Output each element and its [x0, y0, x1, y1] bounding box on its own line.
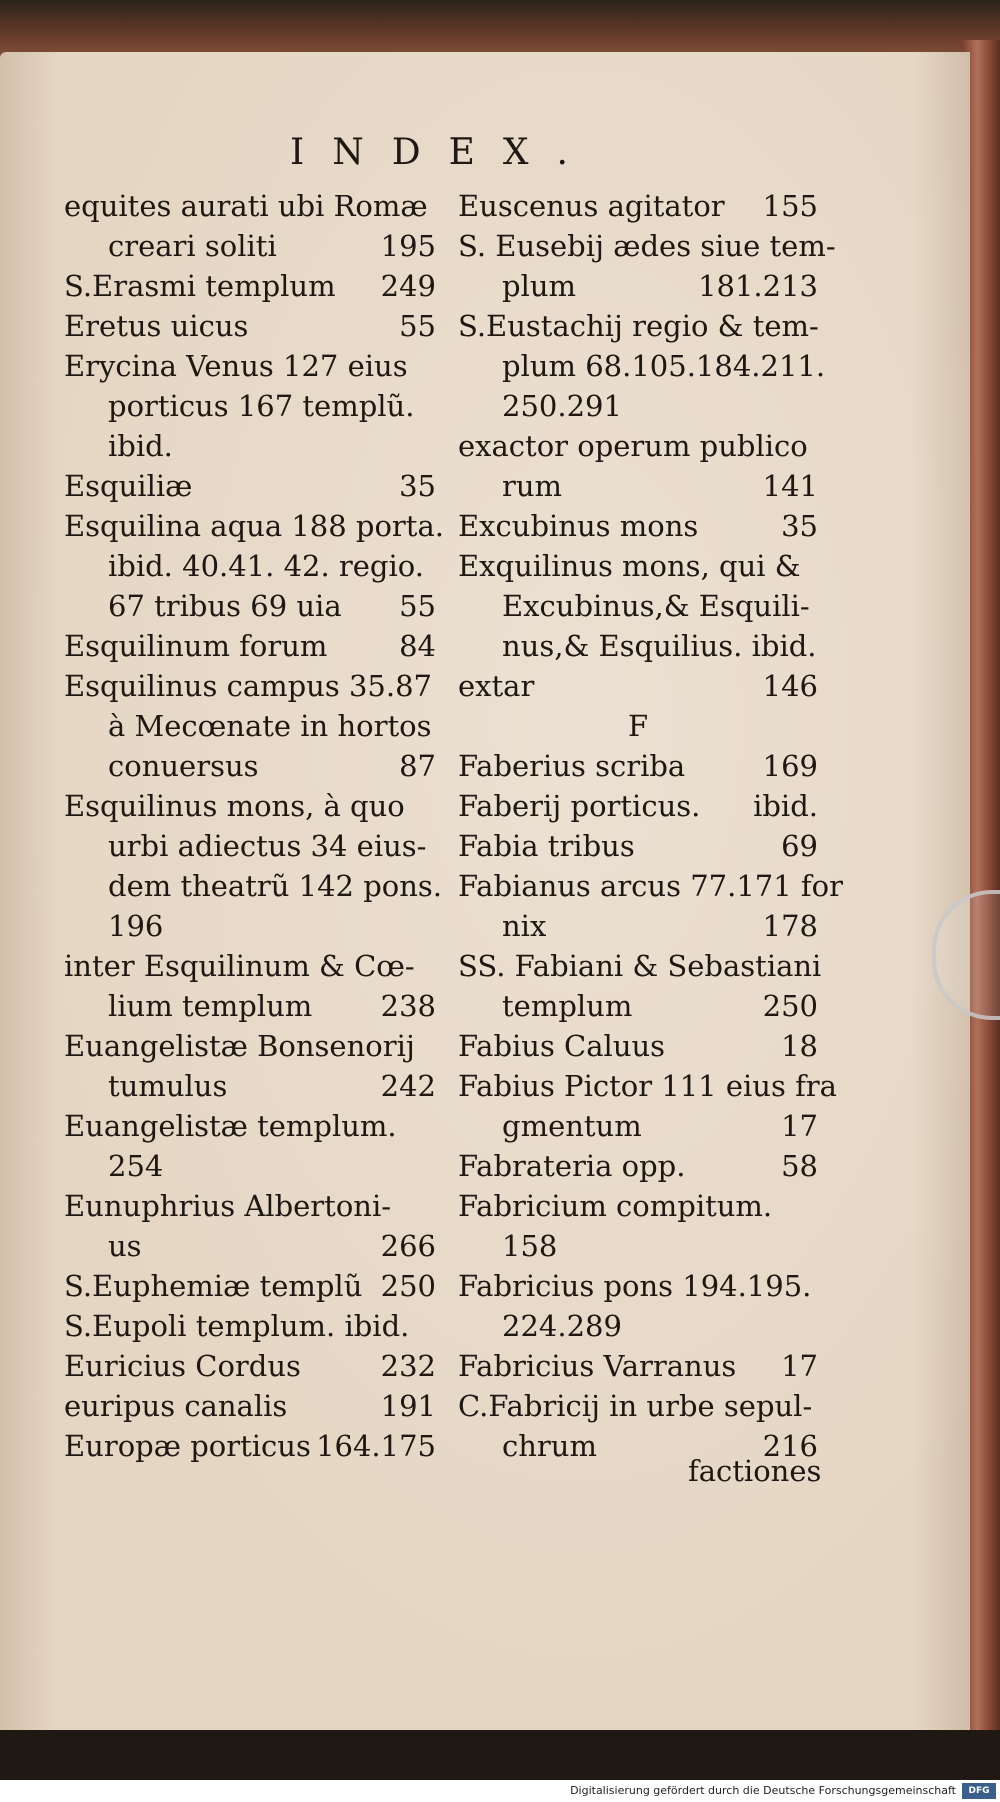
entry-page-number: 17: [781, 1109, 818, 1143]
entry-text: extar: [458, 669, 535, 703]
entry-text: S.Erasmi templum: [64, 269, 336, 303]
index-entry: [458, 1106, 818, 1146]
index-entry: [64, 1226, 436, 1266]
index-entry: [458, 1306, 818, 1346]
index-entry: [64, 226, 436, 266]
index-entry: [64, 1106, 436, 1146]
entry-text: rum: [502, 469, 563, 503]
index-entry: [64, 506, 444, 546]
index-entry: [64, 1426, 436, 1466]
index-entry: [458, 346, 826, 386]
entry-text: Euangelistæ templum.: [64, 1109, 397, 1143]
entry-page-number: 69: [781, 829, 818, 863]
entry-page-number: 169: [762, 749, 818, 783]
index-entry: [458, 1386, 818, 1426]
entry-page-number: 87: [399, 749, 436, 783]
index-entry: [458, 546, 818, 586]
entry-page-number: ibid.: [753, 789, 818, 823]
entry-page-number: 232: [380, 1349, 436, 1383]
entry-page-number: 141: [762, 469, 818, 503]
index-entry: [64, 1066, 436, 1106]
index-entry: [458, 1146, 818, 1186]
entry-page-number: 155: [762, 189, 818, 223]
index-entry: [64, 1186, 436, 1226]
entry-text: Esquilinus mons, à quo: [64, 789, 405, 823]
index-entry: [458, 626, 818, 666]
index-entry: [458, 906, 818, 946]
entry-text: Faberius scriba: [458, 749, 686, 783]
index-entry: [458, 506, 818, 546]
index-entry: [64, 786, 436, 826]
entry-text: 224.289: [502, 1309, 622, 1343]
entry-page-number: 58: [781, 1149, 818, 1183]
entry-text: Fabricius Varranus: [458, 1349, 737, 1383]
entry-page-number: 84: [399, 629, 436, 663]
entry-text: 196: [108, 909, 164, 943]
index-entry: [64, 986, 436, 1026]
entry-text: plum: [502, 269, 577, 303]
entry-page-number: 250: [380, 1269, 436, 1303]
entry-text: nix: [502, 909, 547, 943]
entry-text: Euscenus agitator: [458, 189, 725, 223]
entry-text: Erycina Venus 127 eius: [64, 349, 408, 383]
entry-text: C.Fabricij in urbe sepul-: [458, 1389, 813, 1423]
index-entry: [458, 706, 818, 746]
entry-text: à Mecœnate in hortos: [108, 709, 432, 743]
entry-text: Fabius Pictor 111 eius fra: [458, 1069, 837, 1103]
left-index-column: [64, 186, 444, 1466]
index-entry: [64, 1026, 436, 1066]
entry-text: Eretus uicus: [64, 309, 249, 343]
entry-text: Fabricium compitum.: [458, 1189, 773, 1223]
index-entry: [64, 426, 436, 466]
entry-text: Faberij porticus.: [458, 789, 701, 823]
index-entry: [64, 266, 436, 306]
index-entry: [64, 1306, 436, 1346]
entry-text: porticus 167 templũ.: [108, 389, 415, 423]
entry-text: 254: [108, 1149, 164, 1183]
entry-text: 250.291: [502, 389, 622, 423]
entry-page-number: 35: [781, 509, 818, 543]
entry-page-number: 249: [380, 269, 436, 303]
entry-page-number: 266: [380, 1229, 436, 1263]
entry-page-number: 242: [380, 1069, 436, 1103]
entry-text: Exquilinus mons, qui &: [458, 549, 801, 583]
entry-page-number: 35: [399, 469, 436, 503]
entry-page-number: 146: [762, 669, 818, 703]
entry-text: Esquilinus campus 35.87: [64, 669, 432, 703]
entry-text: S.Eupoli templum. ibid.: [64, 1309, 410, 1343]
entry-text: S. Eusebij ædes siue tem-: [458, 229, 836, 263]
index-entry: [458, 306, 818, 346]
index-entry: [64, 746, 436, 786]
entry-page-number: 17: [781, 1349, 818, 1383]
index-entry: [64, 386, 436, 426]
index-entry: [64, 706, 436, 746]
entry-text: gmentum: [502, 1109, 642, 1143]
entry-text: Euangelistæ Bonsenorij: [64, 1029, 415, 1063]
index-entry: [64, 826, 436, 866]
entry-page-number: 18: [781, 1029, 818, 1063]
entry-page-number: 250: [762, 989, 818, 1023]
index-entry: [458, 1346, 818, 1386]
entry-text: ibid.: [108, 429, 173, 463]
entry-text: Esquilina aqua 188 porta.: [64, 509, 444, 543]
entry-text: Esquilinum forum: [64, 629, 328, 663]
index-entry: [64, 306, 436, 346]
entry-text: Euricius Cordus: [64, 1349, 301, 1383]
index-entry: [458, 466, 818, 506]
index-entry: [458, 266, 818, 306]
entry-text: Esquiliæ: [64, 469, 193, 503]
entry-text: urbi adiectus 34 eius-: [108, 829, 427, 863]
index-entry: [458, 186, 818, 226]
entry-text: ibid. 40.41. 42. regio.: [108, 549, 424, 583]
entry-text: tumulus: [108, 1069, 228, 1103]
entry-text: Fabius Caluus: [458, 1029, 666, 1063]
index-entry: [458, 1026, 818, 1066]
entry-text: lium templum: [108, 989, 313, 1023]
entry-text: dem theatrũ 142 pons.: [108, 869, 443, 903]
index-entry: [64, 466, 436, 506]
entry-text: F: [627, 709, 649, 743]
entry-text: Excubinus,& Esquili-: [502, 589, 810, 623]
entry-text: 67 tribus 69 uia: [108, 589, 342, 623]
entry-page-number: 195: [380, 229, 436, 263]
entry-text: nus,& Esquilius. ibid.: [502, 629, 817, 663]
index-entry: [458, 386, 818, 426]
index-entry: [458, 226, 836, 266]
page-header: INDEX.: [290, 132, 596, 173]
entry-text: conuersus: [108, 749, 259, 783]
index-entry: [458, 1226, 818, 1266]
index-entry: [64, 666, 436, 706]
index-entry: [64, 866, 443, 906]
index-entry: [64, 186, 436, 226]
entry-text: chrum: [502, 1429, 597, 1463]
entry-text: euripus canalis: [64, 1389, 288, 1423]
dfg-logo: DFG: [962, 1783, 996, 1799]
index-entry: [458, 666, 818, 706]
entry-page-number: 55: [399, 309, 436, 343]
entry-text: creari soliti: [108, 229, 277, 263]
entry-text: templum: [502, 989, 633, 1023]
entry-text: S.Eustachij regio & tem-: [458, 309, 819, 343]
index-entry: [64, 1146, 436, 1186]
entry-text: Eunuphrius Albertoni-: [64, 1189, 392, 1223]
entry-text: S.Euphemiæ templũ: [64, 1269, 363, 1303]
entry-text: us: [108, 1229, 142, 1263]
index-entry: [458, 946, 822, 986]
entry-text: 158: [502, 1229, 558, 1263]
catchword: factiones: [688, 1454, 822, 1488]
index-entry: [64, 1386, 436, 1426]
entry-text: exactor operum publico: [458, 429, 808, 463]
entry-page-number: 55: [399, 589, 436, 623]
right-index-column: [458, 186, 843, 1466]
footer-credit: Digitalisierung gefördert durch die Deutsche Forschungsgemeinschaft: [0, 1780, 1000, 1802]
index-entry: [64, 946, 436, 986]
entry-page-number: 164.175: [316, 1429, 436, 1463]
entry-text: Fabricius pons 194.195.: [458, 1269, 812, 1303]
index-entry: [458, 986, 818, 1026]
index-entry: [458, 826, 818, 866]
index-entry: [458, 1266, 818, 1306]
entry-text: inter Esquilinum & Cœ-: [64, 949, 415, 983]
entry-text: Fabrateria opp.: [458, 1149, 686, 1183]
index-entry: [458, 586, 818, 626]
index-entry: [64, 1346, 436, 1386]
index-entry: [458, 746, 818, 786]
entry-text: Europæ porticus: [64, 1429, 311, 1463]
entry-page-number: 216: [762, 1429, 818, 1463]
entry-text: Excubinus mons: [458, 509, 699, 543]
index-entry: [64, 626, 436, 666]
index-entry: [458, 866, 843, 906]
index-entry: [64, 546, 436, 586]
index-entry: [64, 586, 436, 626]
entry-page-number: 178: [762, 909, 818, 943]
index-entry: [458, 786, 818, 826]
entry-text: Fabianus arcus 77.171 for: [458, 869, 843, 903]
index-entry: [458, 1186, 818, 1226]
index-entry: [458, 426, 818, 466]
entry-text: equites aurati ubi Romæ: [64, 189, 428, 223]
index-entry: [64, 906, 436, 946]
entry-page-number: 191: [380, 1389, 436, 1423]
index-entry: [458, 1066, 837, 1106]
entry-page-number: 238: [380, 989, 436, 1023]
index-entry: [64, 346, 436, 386]
entry-text: plum 68.105.184.211.: [502, 349, 826, 383]
entry-page-number: 181.213: [698, 269, 818, 303]
entry-text: SS. Fabiani & Sebastiani: [458, 949, 822, 983]
index-entry: [64, 1266, 436, 1306]
entry-text: Fabia tribus: [458, 829, 635, 863]
bottom-strip: [0, 1730, 1000, 1780]
